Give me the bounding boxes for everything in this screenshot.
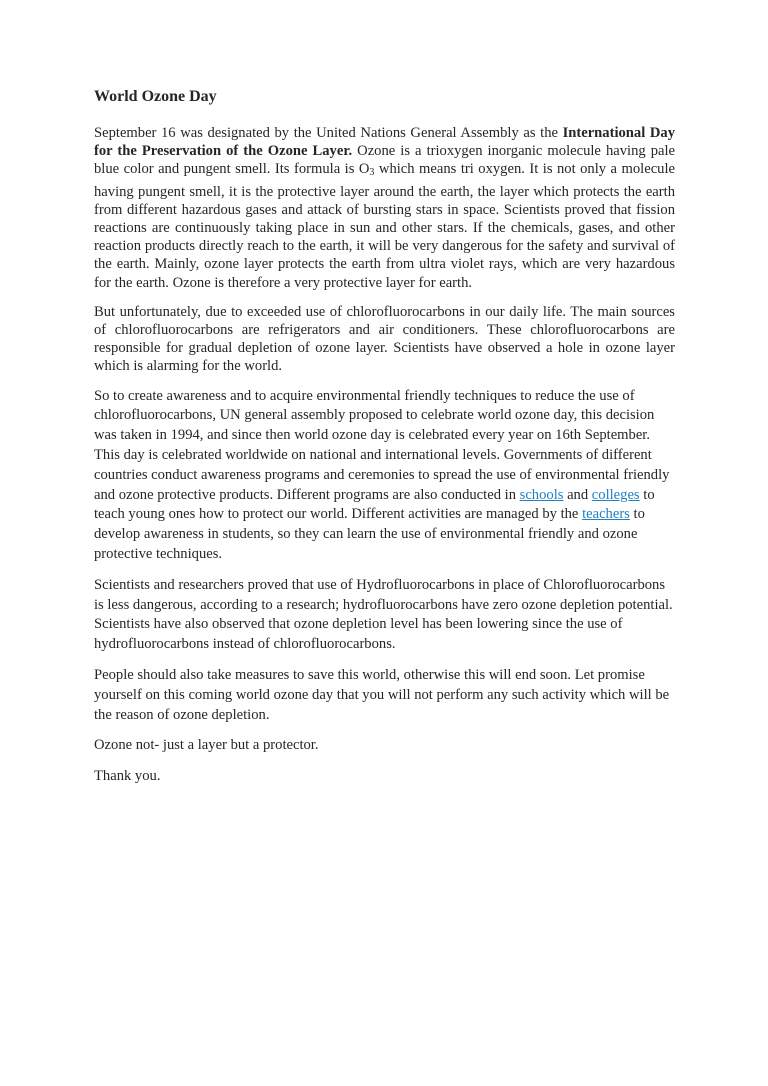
ozone-formula-subscript: 3 — [369, 167, 375, 179]
schools-link[interactable]: schools — [519, 486, 564, 503]
paragraph-awareness-text-2: and — [563, 486, 592, 503]
paragraph-intro — [94, 124, 675, 292]
teachers-link[interactable]: teachers — [582, 506, 630, 523]
paragraph-awareness-text-4: to develop awareness in students, so they can learn the use of environmental friendly and ozone protective techniques. — [94, 506, 645, 563]
paragraph-thanks: Thank you. — [94, 768, 161, 785]
paragraph-awareness — [94, 387, 675, 565]
paragraph-intro-text-1: September 16 was designated by the United Nations General Assembly as the — [94, 125, 563, 141]
paragraph-intro-text-3: which means tri oxygen. It is not only a molecule having pungent smell, it is the protective layer around the earth, the layer which protects the earth from different hazardous gases and attack of bursting stars in space. Scientists proved that fission reactions are continuously taking place in sun and other stars. If the chemicals, gases, and other reaction products directly reach to the earth, it will be very dangerous for the safety and survival of the earth. Mainly, ozone layer protects the earth from ultra violet rays, which are very hazardous for the earth. Ozone is therefore a very protective layer for earth. — [94, 161, 676, 291]
paragraph-awareness-text-3: to teach young ones how to protect our world. Different activities are managed by the — [94, 486, 655, 523]
paragraph-hfc: Scientists and researchers proved that use of Hydrofluorocarbons in place of Chlorofluorocarbons is less dangerous, according to a research; hydrofluorocarbons have zero ozone depletion potential. Scientists have also observed that ozone depletion level has been lowering since the use of hydrofluorocarbons instead of chlorofluorocarbons. — [94, 576, 673, 653]
paragraph-awareness-text-1: So to create awareness and to acquire environmental friendly techniques to reduce the use of chlorofluorocarbons, UN general assembly proposed to celebrate world ozone day, this decision was taken in 1994, and since then world ozone day is celebrated every year on 16th September. This day is celebrated worldwide on national and international levels. Governments of different countries conduct awareness programs and ceremonies to spread the use of environmental friendly and ozone protective products. Different programs are also conducted in — [94, 387, 670, 503]
international-day-bold: International Day for the Preservation of the Ozone Layer. — [94, 125, 675, 160]
paragraph-protector: Ozone not- just a layer but a protector. — [94, 737, 319, 754]
paragraph-cfc: But unfortunately, due to exceeded use of chlorofluorocarbons in our daily life. The main sources of chlorofluorocarbons are refrigerators and air conditioners. These chlorofluorocarbons are responsible for gradual depletion of ozone layer. Scientists have observed a hole in ozone layer which is alarming for the world. — [94, 303, 675, 375]
document-page — [94, 88, 675, 787]
paragraph-intro-text-2: Ozone is a trioxygen inorganic molecule having pale blue color and pungent smell. Its formula is O — [94, 143, 676, 178]
paragraph-measures: People should also take measures to save this world, otherwise this will end soon. Let promise yourself on this coming world ozone day that you will not perform any such activity which will be the reason of ozone depletion. — [94, 667, 670, 723]
document-title: World Ozone Day — [94, 88, 217, 105]
colleges-link[interactable]: colleges — [591, 486, 640, 503]
